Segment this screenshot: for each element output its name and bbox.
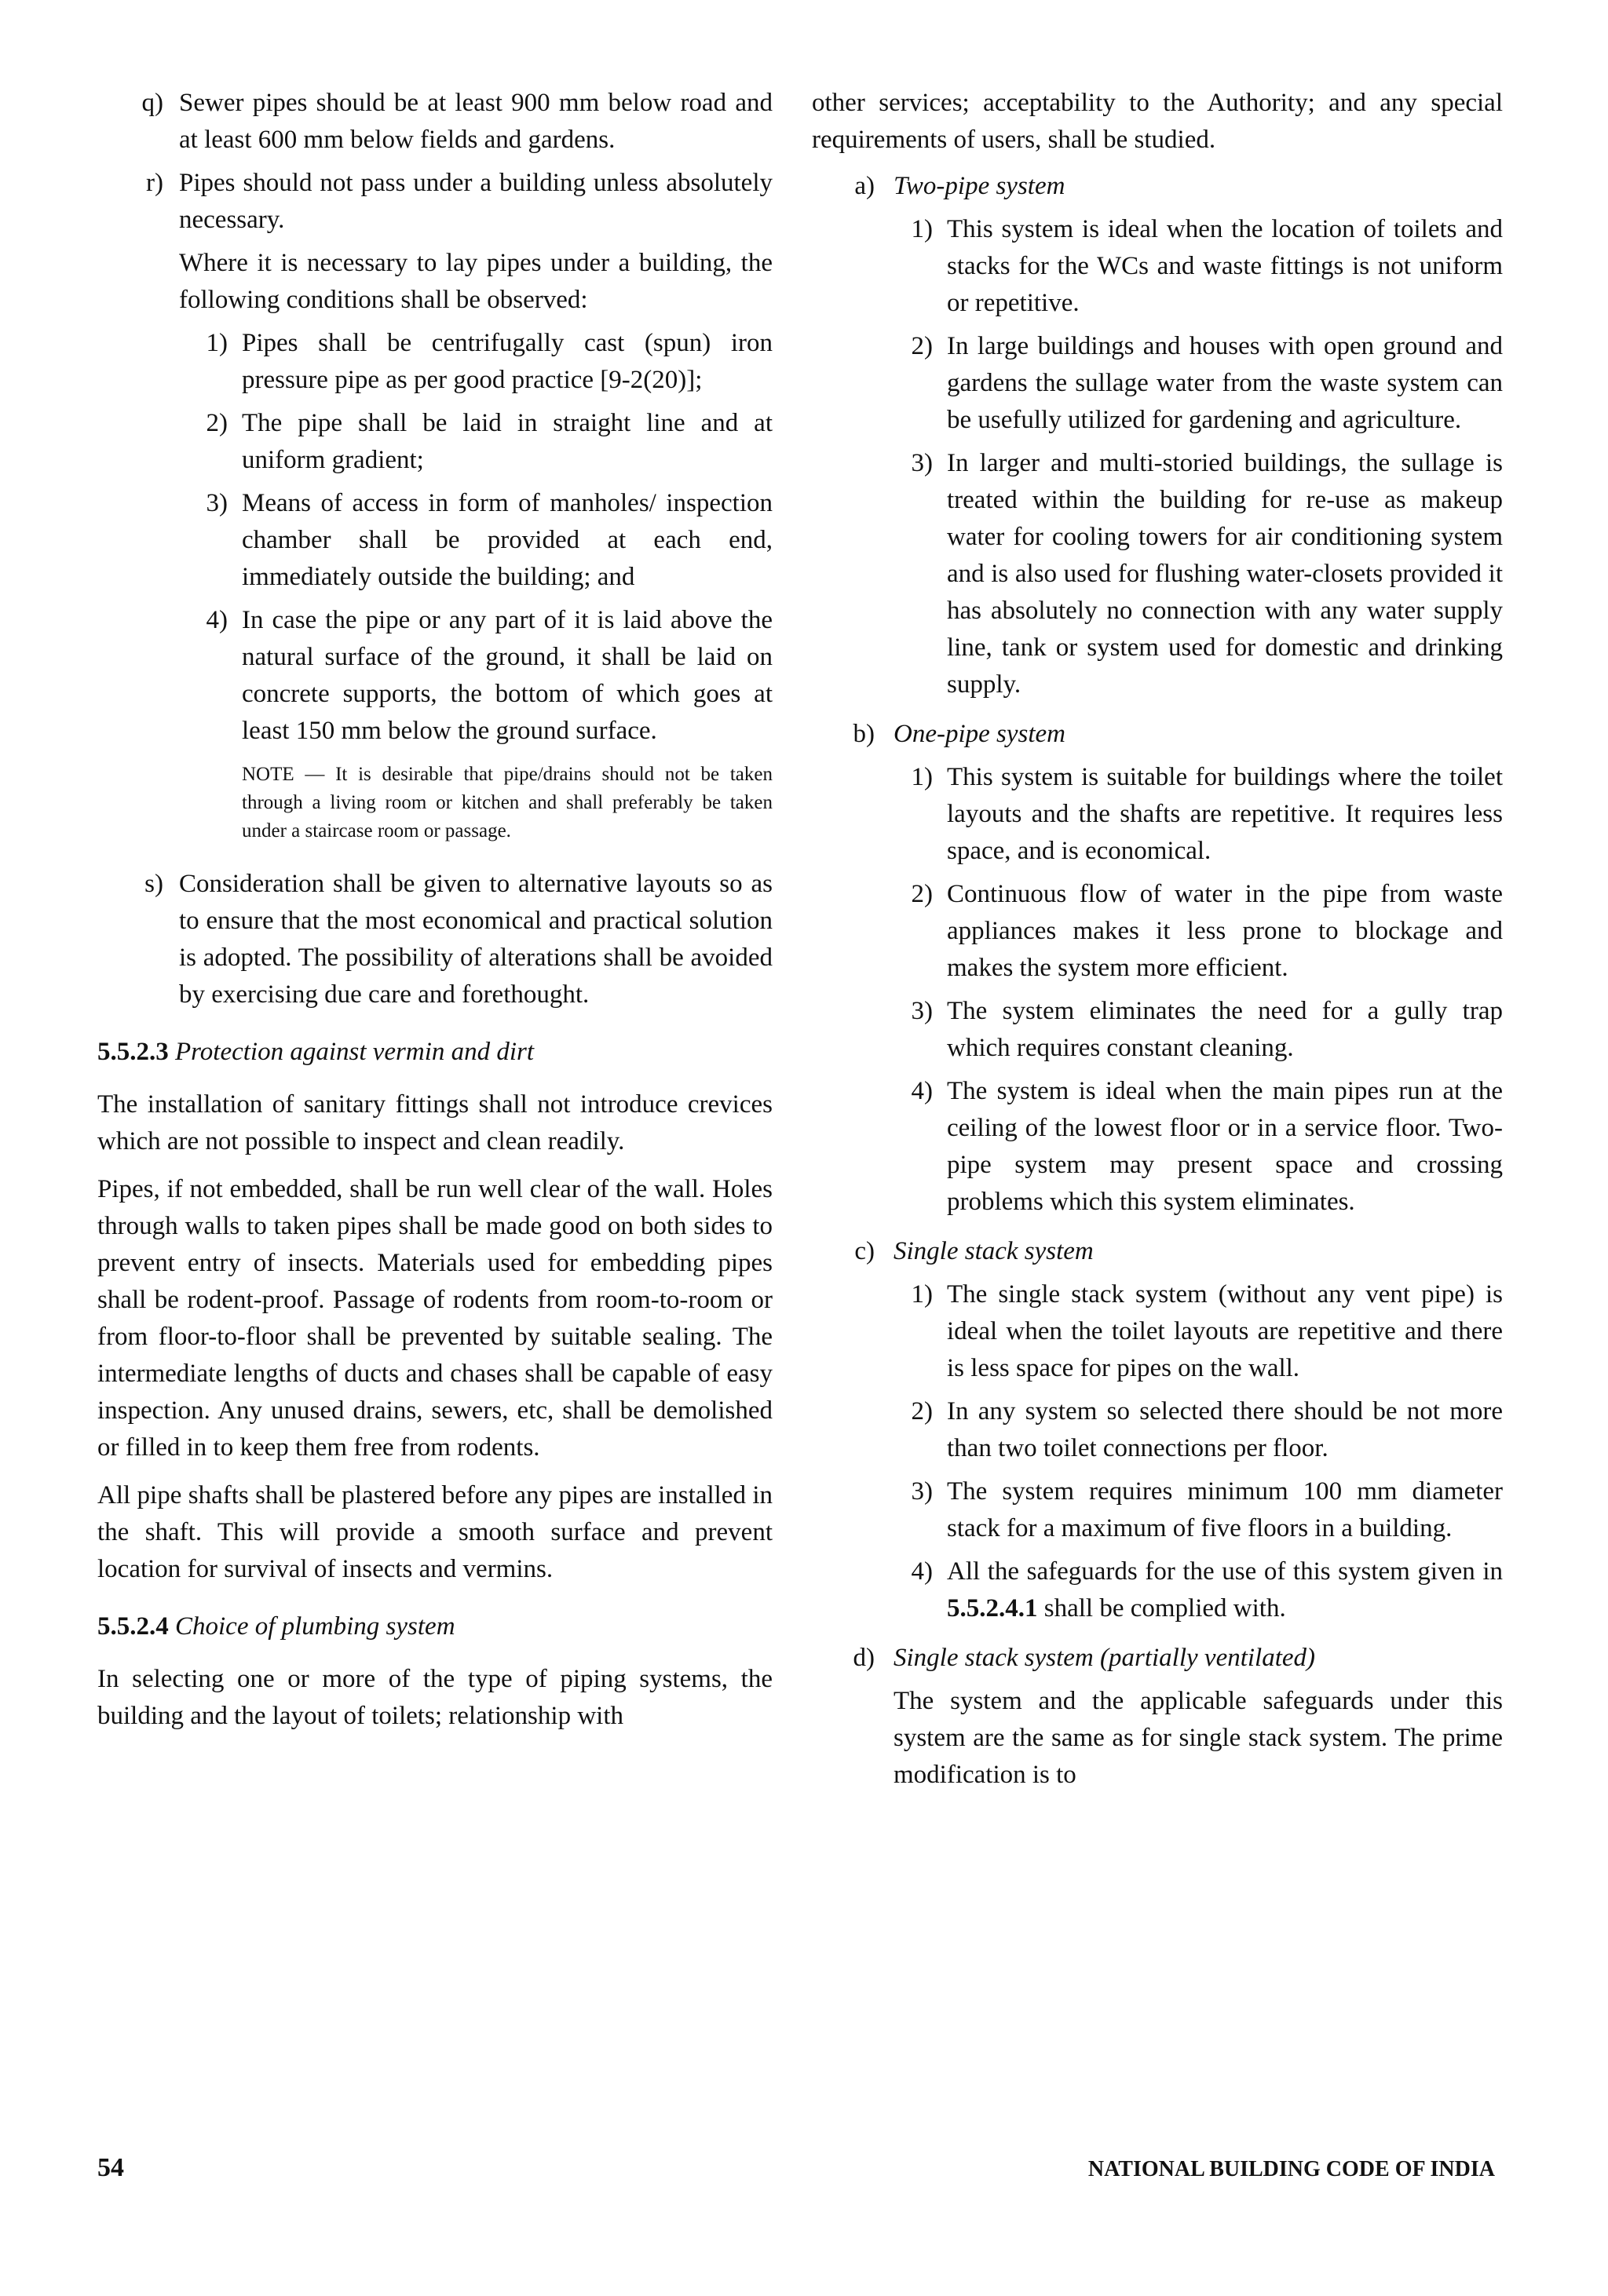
item-text-after: shall be complied with. <box>1043 1594 1286 1623</box>
section-heading-5524 <box>97 1608 773 1645</box>
cross-reference[interactable]: 5.5.2.4.1 <box>947 1594 1038 1623</box>
item-label: 2) <box>206 409 228 437</box>
item-text: The single stack system (without any vent pipe) is ideal when the toilet layouts are repetitive and there is less space for pipes on the wall. <box>947 1280 1503 1382</box>
section-number: 5.5.2.4 <box>97 1612 169 1641</box>
item-label: 2) <box>911 1397 933 1425</box>
item-label: 1) <box>206 329 228 357</box>
item-text: The system requires minimum 100 mm diameter stack for a maximum of five floors in a building. <box>947 1477 1503 1542</box>
system-single-stack <box>812 1233 1503 1633</box>
list-item <box>884 993 1503 1067</box>
right-column <box>812 85 1503 1800</box>
list-item <box>884 1276 1503 1387</box>
list-item <box>884 1473 1503 1547</box>
item-label: 1) <box>911 1280 933 1309</box>
list-item <box>884 1073 1503 1221</box>
section-heading-5523 <box>97 1034 773 1071</box>
item-label: 3) <box>911 997 933 1025</box>
clause-text: Pipes should not pass under a building unless absolutely necessary. <box>179 169 773 234</box>
list-item <box>884 759 1503 870</box>
paragraph: Pipes, if not embedded, shall be run well clear of the wall. Holes through walls to taken pipes shall be made good on both sides to prevent entry of insects. Materials used for embedding pipes shall be rodent-proof. Passage of rodents from room-to-room or from floor-to-floor shall be prevented by suitable sealing. The intermediate lengths of ducts and chases shall be capable of easy inspection. Any unused drains, sewers, etc, shall be demolished or filled in to keep them free from rodents. <box>97 1175 773 1462</box>
clause-intro: Where it is necessary to lay pipes under a building, the following conditions shall be observed: <box>179 249 773 314</box>
item-list <box>884 759 1503 1221</box>
clause-body <box>894 1233 1503 1633</box>
clause-label: b) <box>853 720 875 748</box>
paragraph: The installation of sanitary fittings shall not introduce crevices which are not possible to inspect and clean readily. <box>97 1090 773 1155</box>
system-title: Single stack system <box>894 1237 1094 1265</box>
item-label: 4) <box>206 606 228 634</box>
item-text: In case the pipe or any part of it is laid above the natural surface of the ground, it shall be laid on concrete supports, the bottom of which goes at least 150 mm below the ground surface. <box>242 606 773 745</box>
system-single-stack-partial <box>812 1640 1503 1794</box>
left-column <box>97 85 773 1746</box>
item-label: 3) <box>206 489 228 517</box>
item-text: Continuous flow of water in the pipe from waste appliances makes it less prone to blockage and makes the system more efficient. <box>947 880 1503 982</box>
clause-label: a) <box>854 172 875 200</box>
item-text: In any system so selected there should be not more than two toilet connections per floor. <box>947 1397 1503 1462</box>
clause-text: Sewer pipes should be at least 900 mm below road and at least 600 mm below fields and gardens. <box>179 89 773 154</box>
list-item <box>179 325 773 399</box>
page-number: 54 <box>97 2153 124 2182</box>
item-list <box>884 1276 1503 1627</box>
list-item <box>884 211 1503 322</box>
item-text: Means of access in form of manholes/ inspection chamber shall be provided at each end, immediately outside the building; and <box>242 489 773 591</box>
system-title: One-pipe system <box>894 720 1066 748</box>
clause-label: c) <box>854 1237 875 1265</box>
item-text: Pipes shall be centrifugally cast (spun) iron pressure pipe as per good practice [9-2(20)]; <box>242 329 773 394</box>
clause-q <box>97 85 773 159</box>
item-label: 3) <box>911 449 933 477</box>
item-text: The system is ideal when the main pipes run at the ceiling of the lowest floor or in a service floor. Two-pipe system may present space and crossing problems which this system eliminates. <box>947 1077 1503 1216</box>
clause-label: d) <box>853 1644 875 1672</box>
continuation-text: other services; acceptability to the Authority; and any special requirements of users, shall be studied. <box>812 89 1503 154</box>
clause-body <box>179 165 773 860</box>
system-title: Two-pipe system <box>894 172 1065 200</box>
paragraph: In selecting one or more of the type of piping systems, the building and the layout of toilets; relationship with <box>97 1665 773 1730</box>
system-title: Single stack system (partially ventilated) <box>894 1644 1316 1672</box>
item-text: The system eliminates the need for a gully trap which requires constant cleaning. <box>947 997 1503 1062</box>
section-title: Choice of plumbing system <box>175 1612 455 1641</box>
section-title: Protection against vermin and dirt <box>175 1038 535 1066</box>
clause-label: r) <box>146 169 163 197</box>
paragraph: All pipe shafts shall be plastered before any pipes are installed in the shaft. This will provide a smooth surface and prevent location for survival of insects and vermins. <box>97 1481 773 1583</box>
list-item <box>179 405 773 479</box>
note: NOTE — It is desirable that pipe/drains should not be taken through a living room or kitchen and shall preferably be taken under a staircase room or passage. <box>242 764 773 841</box>
footer-title: NATIONAL BUILDING CODE OF INDIA <box>1087 2157 1495 2181</box>
system-two-pipe <box>812 168 1503 710</box>
clause-label: s) <box>144 870 163 898</box>
item-label: 3) <box>911 1477 933 1506</box>
system-one-pipe <box>812 716 1503 1227</box>
list-item <box>884 1393 1503 1467</box>
clause-body <box>894 1640 1503 1794</box>
item-text: This system is suitable for buildings where the toilet layouts and the shafts are repetitive. It requires less space, and is economical. <box>947 763 1503 865</box>
section-number: 5.5.2.3 <box>97 1038 169 1066</box>
item-body <box>242 602 773 853</box>
item-list <box>884 211 1503 703</box>
list-item <box>179 602 773 853</box>
clause-body <box>894 716 1503 1227</box>
item-label: 4) <box>911 1077 933 1105</box>
item-label: 4) <box>911 1557 933 1586</box>
clause-s <box>97 866 773 1013</box>
item-label: 2) <box>911 880 933 908</box>
list-item <box>884 876 1503 987</box>
clause-body <box>894 168 1503 710</box>
list-item <box>884 1553 1503 1627</box>
item-text <box>947 1553 1503 1627</box>
item-label: 2) <box>911 332 933 360</box>
item-label: 1) <box>911 215 933 243</box>
item-text-before: All the safeguards for the use of this system given in <box>947 1557 1503 1586</box>
clause-r <box>97 165 773 860</box>
condition-list <box>179 325 773 853</box>
item-label: 1) <box>911 763 933 791</box>
item-text: In larger and multi-storied buildings, the sullage is treated within the building for re-use as makeup water for cooling towers for air conditioning system and is also used for flushing water-closets provided it has absolutely no connection with any water supply line, tank or system used for domestic and drinking supply. <box>947 449 1503 699</box>
list-item <box>884 328 1503 439</box>
list-item <box>179 485 773 596</box>
list-item <box>884 445 1503 703</box>
item-text: The pipe shall be laid in straight line and at uniform gradient; <box>242 409 773 474</box>
item-text: In large buildings and houses with open ground and gardens the sullage water from the waste system can be usefully utilized for gardening and agriculture. <box>947 332 1503 434</box>
clause-label: q) <box>141 89 163 117</box>
clause-text: Consideration shall be given to alternative layouts so as to ensure that the most economical and practical solution is adopted. The possibility of alterations shall be avoided by exercising due care and forethought. <box>179 870 773 1009</box>
item-text: This system is ideal when the location of toilets and stacks for the WCs and waste fittings is not uniform or repetitive. <box>947 215 1503 317</box>
clause-text: The system and the applicable safeguards under this system are the same as for single stack system. The prime modification is to <box>894 1687 1503 1789</box>
